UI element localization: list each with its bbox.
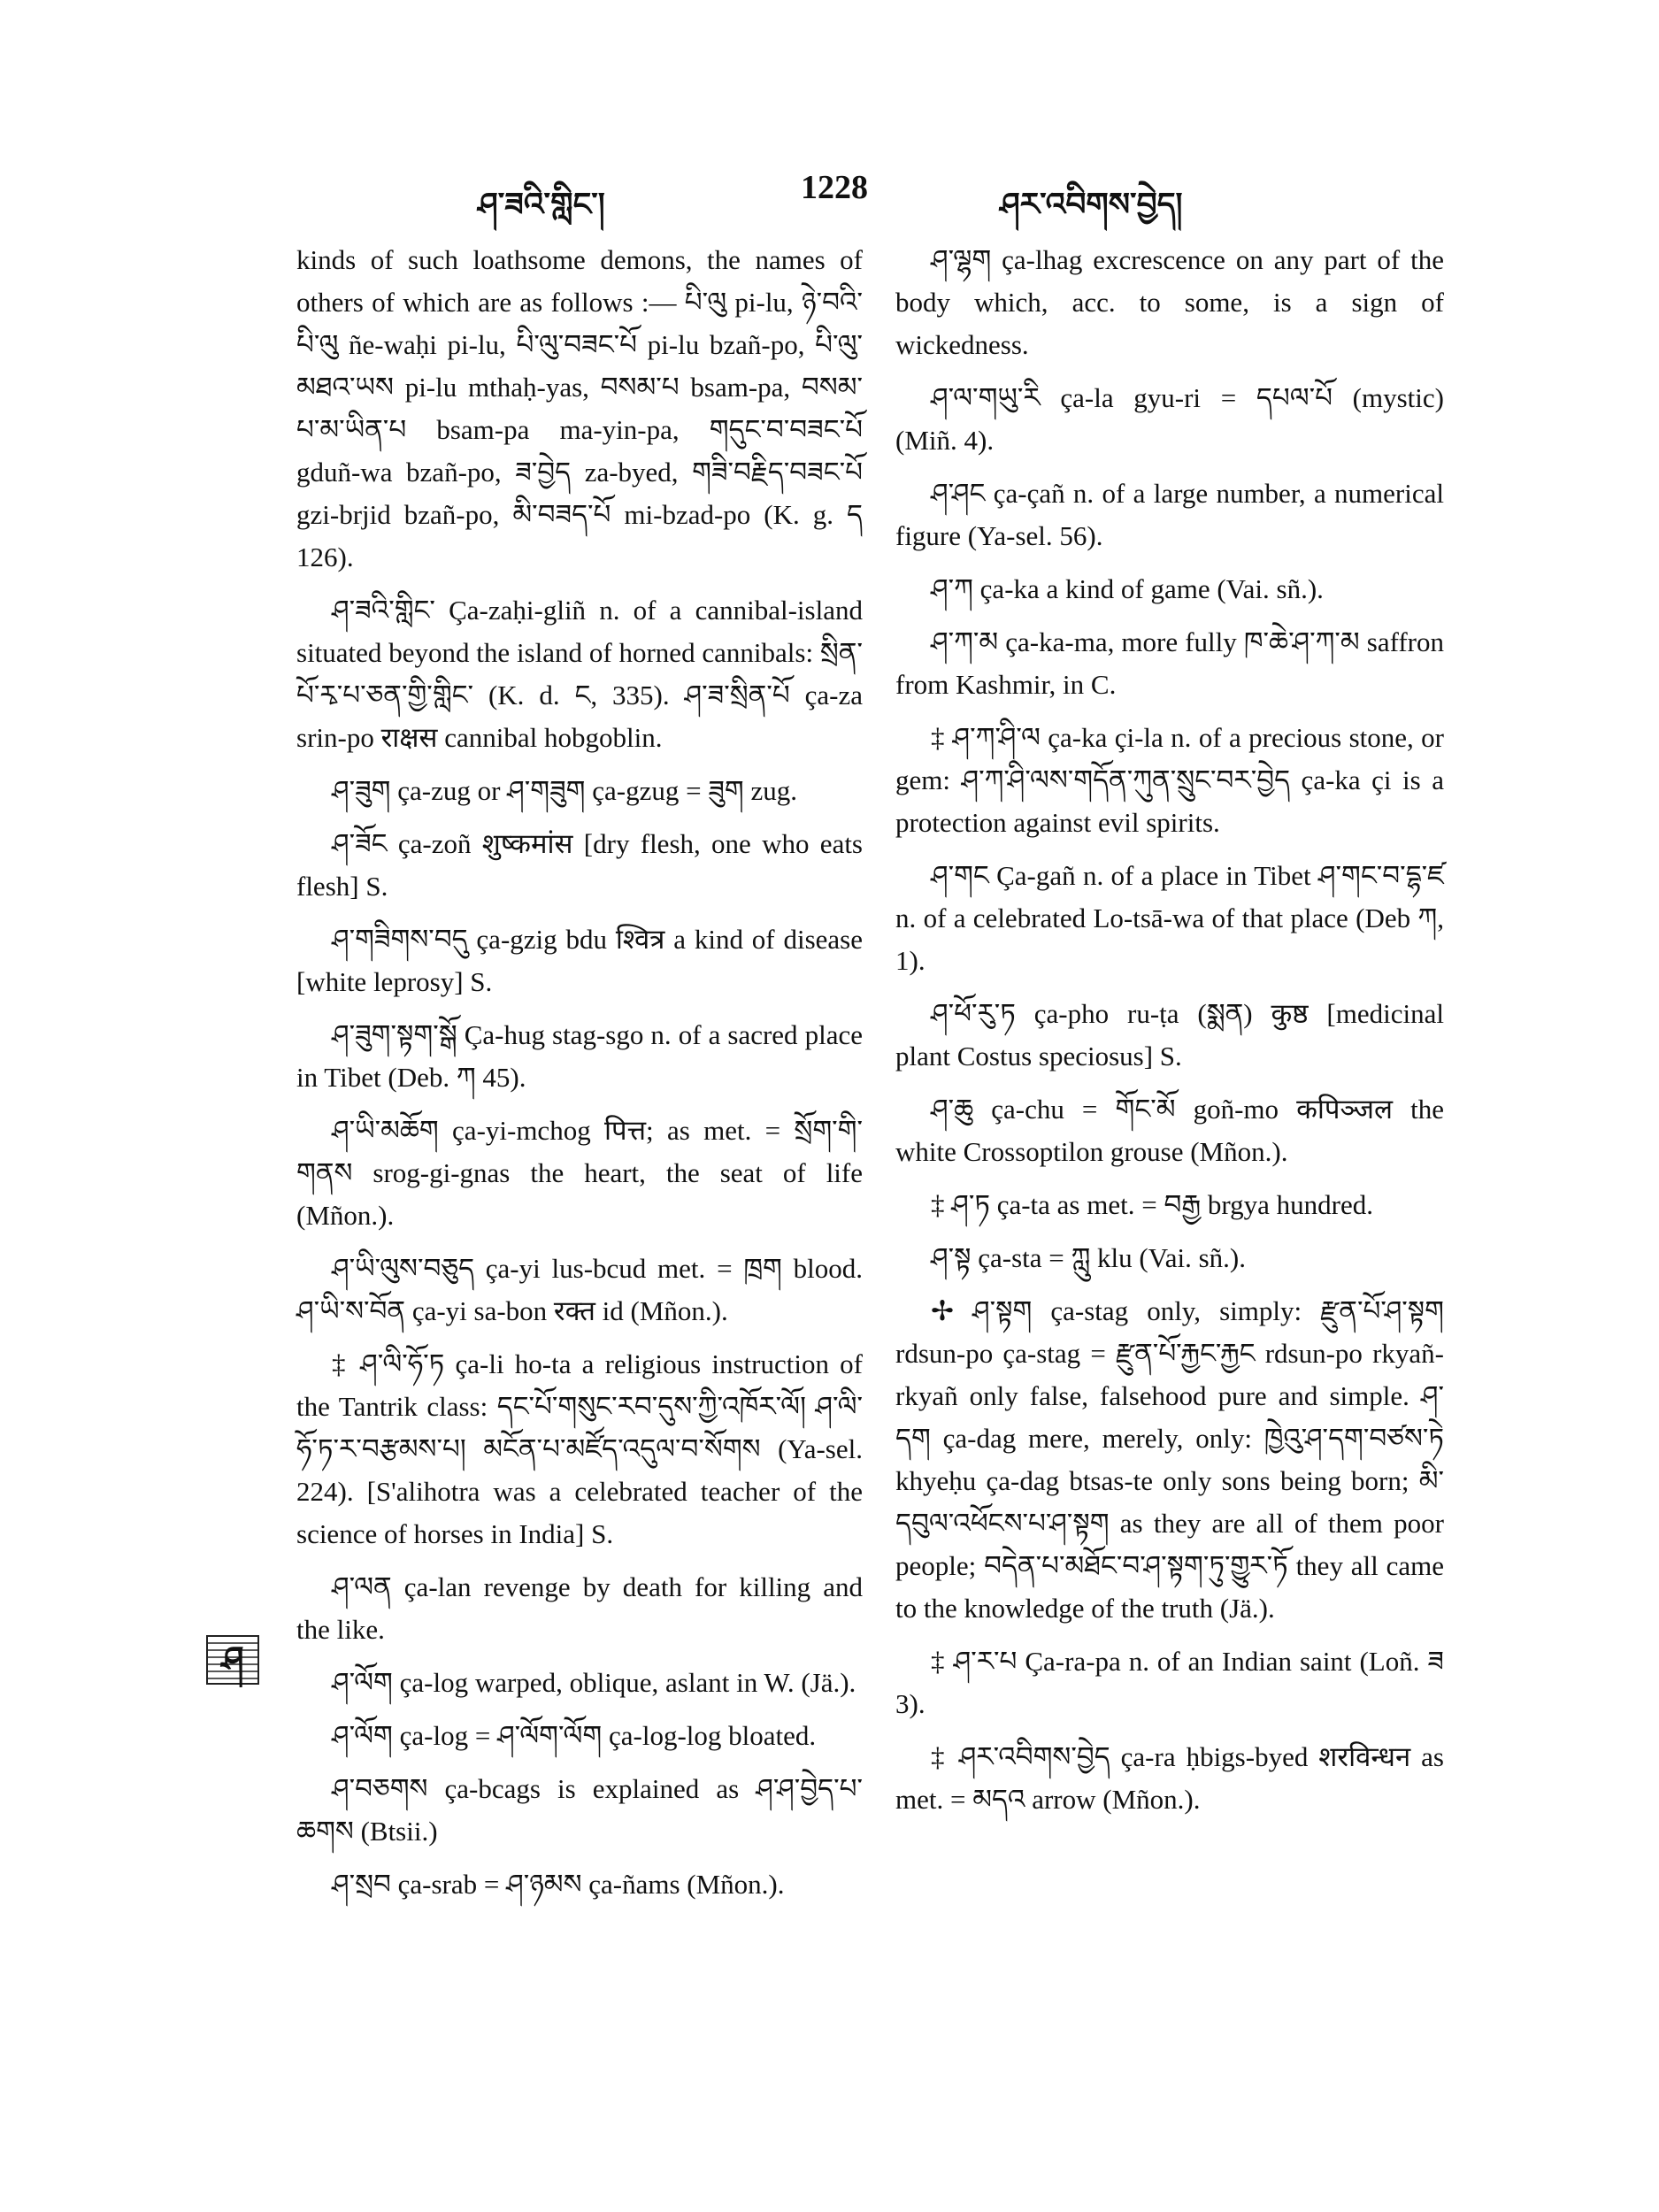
dictionary-entry: ཤ་ཀ ça-ka a kind of game (Vai. sñ.).	[931, 573, 1324, 604]
header-left-title: ཤ་ཟའི་གླིང་།	[478, 187, 605, 222]
dictionary-entry: ཤ་ཤང ça-çañ n. of a large number, a numerical figure (Ya-sel. 56).	[895, 478, 1444, 551]
header-right-title: ཤར་འབིགས་བྱེད།	[1000, 187, 1183, 222]
marginal-glyph: ཤ	[221, 1640, 244, 1680]
dictionary-entry: ‡ ཤར་འབིགས་བྱེད ça-ra ḥbigs-byed शरविन्धन as met. = མདའ arrow (Mñon.).	[895, 1741, 1444, 1815]
dictionary-entry: ✢ ཤ་སྟག ça-stag only, simply: རྫུན་པོ་ཤ་སྟག rdsun-po ça-stag = རྫུན་པོ་རྐྱང་རྐྱང rdsun-po rkyañ-rkyañ only false, falsehood pure and simple. ཤ་དག ça-dag mere, merely, only: ཁྱེའུ་ཤ་དག་བཙས་ཏེ khyeḥu ça-dag btsas-te only sons being born; མི་དབུལ་འཕོངས་པ་ཤ་སྟག as they are all of them poor people; བདེན་པ་མཐོང་བ་ཤ་སྟག་ཏུ་གྱུར་ཏོ they all came to the knowledge of the truth (Jä.).	[895, 1295, 1444, 1624]
dictionary-entry: ཤ་སྲབ ça-srab = ཤ་ཉམས ça-ñams (Mñon.).	[332, 1869, 785, 1900]
dictionary-entry: ཤ་ཡི་མཆོག ça-yi-mchog पित्त; as met. = སྲོག་གི་གནས srog-gi-gnas the heart, the seat of life (Mñon.).	[296, 1115, 863, 1231]
dictionary-entry: ‡ ཤ་ལི་ཧོ་ཏ ça-li ho-ta a religious instruction of the Tantrik class: དང་པོ་གསུང་རབ་དུས་ཀྱི་འཁོར་ལོ། ཤ་ལི་ཧོ་ཏ་ར་བརྩམས་པ། མངོན་པ་མཛོད་འདུལ་བ་སོགས (Ya-sel. 224). [S'alihotra was a celebrated teacher of the science of horses in India] S.	[296, 1348, 863, 1549]
dictionary-entry: ཤ་ཟོང ça-zoñ शुष्कमांस [dry flesh, one who eats flesh] S.	[296, 828, 863, 902]
marginal-letter-mark-svg	[205, 1632, 260, 1687]
dictionary-entry: ཤ་ཀ་མ ça-ka-ma, more fully ཁ་ཆེ་ཤ་ཀ་མ saffron from Kashmir, in C.	[895, 626, 1444, 700]
dictionary-entry: ཤ་ལྷག ça-lhag excrescence on any part of the body which, acc. to some, is a sign of wickedness.	[895, 244, 1444, 360]
dictionary-entry: ཤ་ཟུག ça-zug or ཤ་གཟུག ça-gzug = ཟུག zug.	[332, 775, 797, 806]
dictionary-entry: ཤ་བཅགས ça-bcags is explained as ཤ་ཤ་བྱེད་པ་ཆགས (Btsii.)	[296, 1773, 863, 1847]
dictionary-entry: ཤ་ཕོ་རུ་ཏ ça-pho ru-ṭa (སྨན) कुष्ठ [medicinal plant Costus speciosus] S.	[895, 998, 1444, 1071]
page-number: 1228	[801, 169, 868, 206]
right-column	[895, 239, 1444, 1832]
dictionary-entry: ཤ་སྟ ça-sta = ཀླུ klu (Vai. sñ.).	[931, 1242, 1246, 1273]
dictionary-entry: ‡ ཤ་ར་པ Ça-ra-pa n. of an Indian saint (Loñ. ཟ 3).	[895, 1646, 1444, 1719]
dictionary-entry: ཤ་ཟའི་གླིང་ Ça-zaḥi-gliñ n. of a cannibal-island situated beyond the island of horned cannibals: སྲིན་པོ་རྭ་པ་ཅན་གྱི་གླིང་ (K. d. ང, 335). ཤ་ཟ་སྲིན་པོ ça-za srin-po राक्षस cannibal hobgoblin.	[296, 595, 863, 753]
page-header	[0, 168, 1659, 221]
dictionary-entry: ‡ ཤ་ཏ ça-ta as met. = བརྒྱ brgya hundred.	[931, 1189, 1374, 1220]
dictionary-entry: ཤ་ཡི་ལུས་བཅུད ça-yi lus-bcud met. = ཁྲག blood. ཤ་ཡི་ས་བོན ça-yi sa-bon रक्त id (Mñon.).	[296, 1253, 863, 1326]
dictionary-entry: ཤ་ལ་གཡུ་རི ça-la gyu-ri = དཔལ་པོ (mystic) (Miñ. 4).	[895, 382, 1444, 456]
dictionary-entry: ཤ་ཟུག་སྟག་སྒོ Ça-hug stag-sgo n. of a sacred place in Tibet (Deb. ཀ 45).	[296, 1019, 863, 1093]
dictionary-entry: ཤ་ལོག ça-log warped, oblique, aslant in W. (Jä.).	[332, 1667, 856, 1698]
left-column	[296, 239, 863, 1916]
dictionary-entry: ཤ་ལན ça-lan revenge by death for killing and the like.	[296, 1571, 863, 1645]
dictionary-entry: ཤ་གཟིགས་བདུ ça-gzig bdu श्वित्र a kind of disease [white leprosy] S.	[296, 924, 863, 997]
dictionary-entry: ཤ་ལོག ça-log = ཤ་ལོག་ལོག ça-log-log bloated.	[332, 1720, 817, 1751]
dictionary-entry: ཤ་ཆུ ça-chu = གོང་མོ goñ-mo कपिञ्जल the white Crossoptilon grouse (Mñon.).	[895, 1094, 1444, 1167]
marginal-letter-mark-icon	[205, 1632, 260, 1687]
dictionary-entry: ཤ་གང Ça-gañ n. of a place in Tibet ཤ་གང་བ་དྷ་ཛ n. of a celebrated Lo-tsā-wa of that place (Deb ཀ, 1).	[895, 860, 1444, 976]
dictionary-entry: kinds of such loathsome demons, the names of others of which are as follows :— པི་ལུ pi-lu, ཉེ་བའི་པི་ལུ ñe-waḥi pi-lu, པི་ལུ་བཟང་པོ pi-lu bzañ-po, པི་ལུ་མཐའ་ཡས pi-lu mthaḥ-yas, བསམ་པ bsam-pa, བསམ་པ་མ་ཡིན་པ bsam-pa ma-yin-pa, གདུང་བ་བཟང་པོ gduñ-wa bzañ-po, ཟ་བྱེད za-byed, གཟི་བརྗིད་བཟང་པོ gzi-brjid bzañ-po, མི་བཟད་པོ mi-bzad-po (K. g. ད 126).	[296, 244, 863, 572]
dictionary-entry: ‡ ཤ་ཀ་ཤི་ལ ça-ka çi-la n. of a precious stone, or gem: ཤ་ཀ་ཤི་ལས་གདོན་ཀུན་སྲུང་བར་བྱེད ça-ka çi is a protection against evil spirits.	[895, 722, 1444, 838]
